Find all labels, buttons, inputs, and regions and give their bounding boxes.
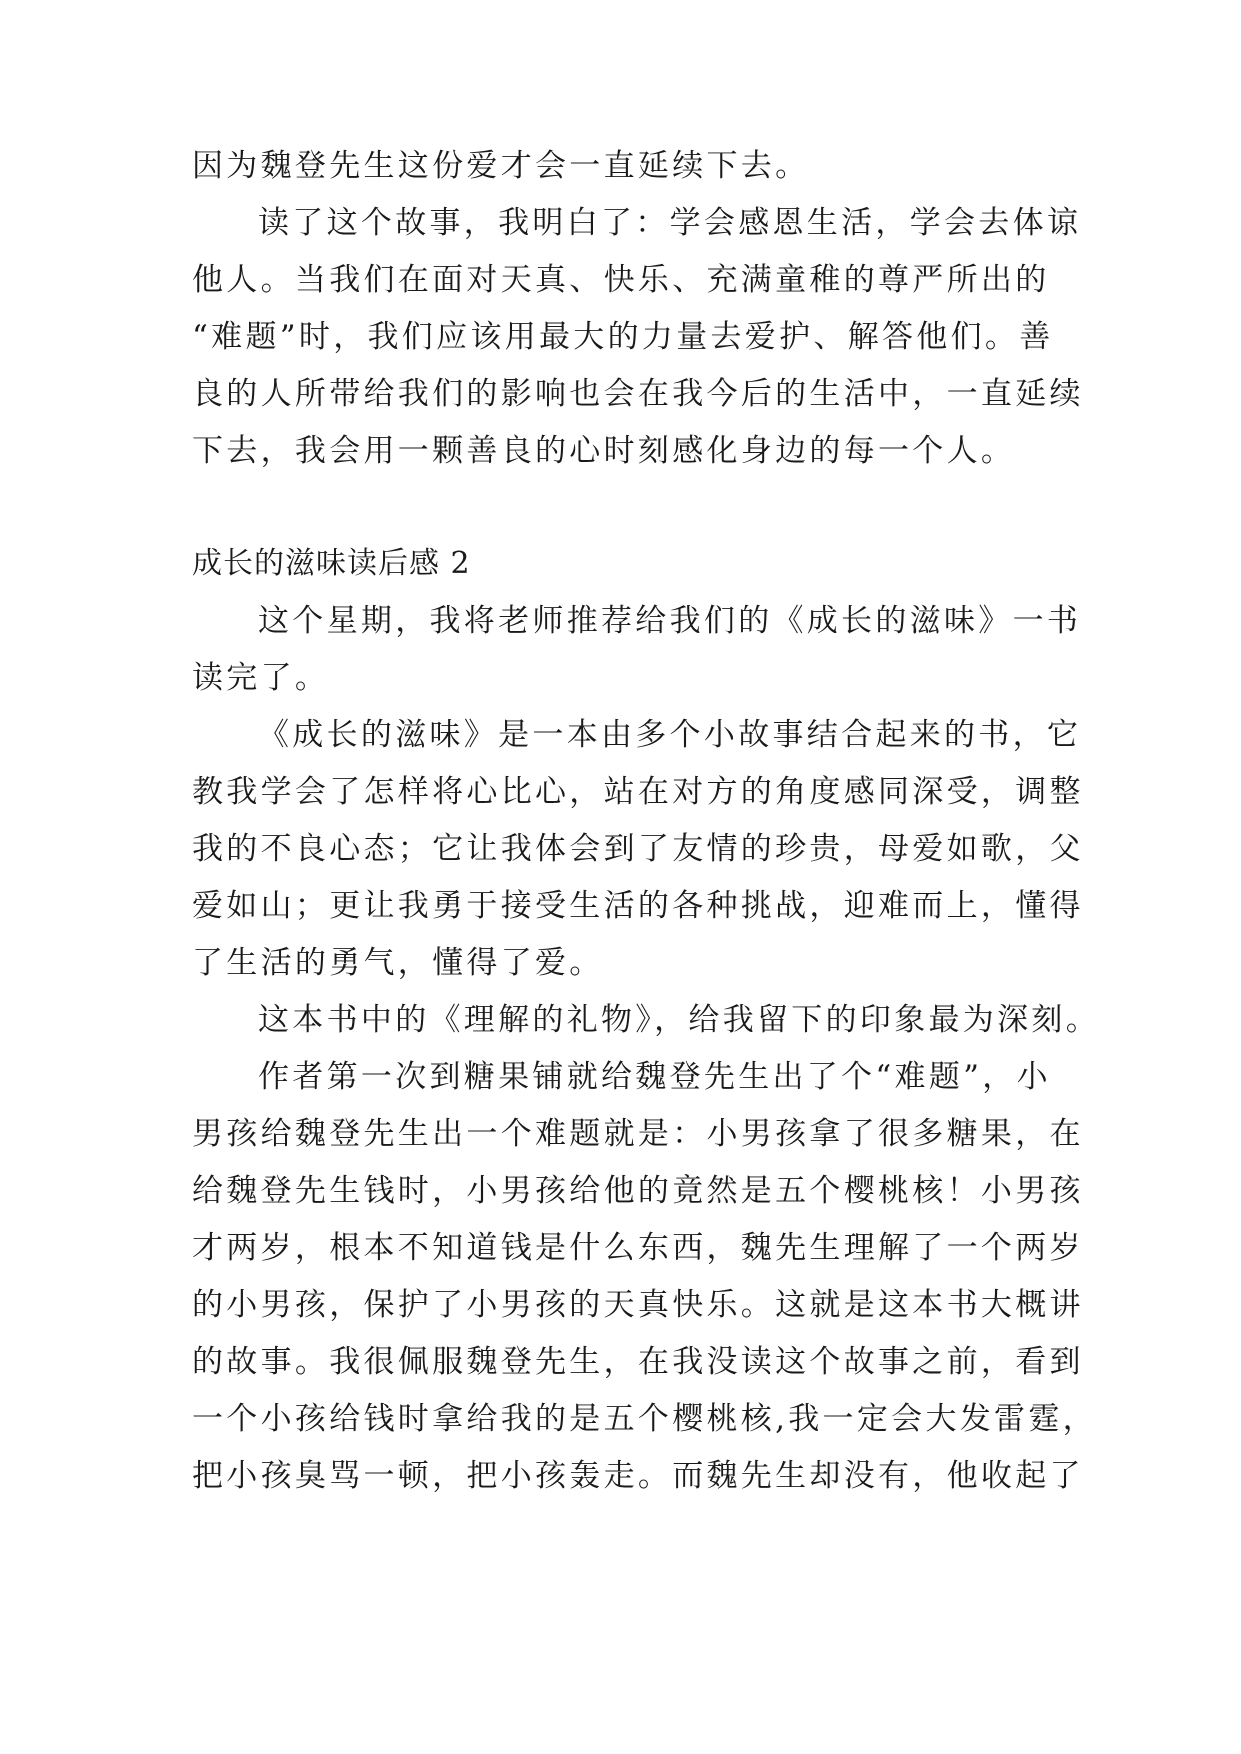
paragraph-line: 把小孩臭骂一顿，把小孩轰走。而魏先生却没有，他收起了 xyxy=(192,1458,1084,1494)
paragraph-line: 读完了。 xyxy=(192,660,330,696)
paragraph-line: 一个小孩给钱时拿给我的是五个樱桃核,我一定会大发雷霆， xyxy=(192,1401,1097,1437)
paragraph-line: 这个星期，我将老师推荐给我们的《成长的滋味》一书 xyxy=(258,603,1082,639)
paragraph-line: 了生活的勇气，懂得了爱。 xyxy=(192,945,604,981)
paragraph-line: 给魏登先生钱时，小男孩给他的竟然是五个樱桃核！小男孩 xyxy=(192,1173,1084,1209)
section-heading: 成长的滋味读后感 2 xyxy=(192,546,471,581)
paragraph-line: 下去，我会用一颗善良的心时刻感化身边的每一个人。 xyxy=(192,433,1016,469)
paragraph-line: 良的人所带给我们的影响也会在我今后的生活中，一直延续 xyxy=(192,376,1084,412)
paragraph-line: 才两岁，根本不知道钱是什么东西，魏先生理解了一个两岁 xyxy=(192,1230,1084,1266)
paragraph-line: 男孩给魏登先生出一个难题就是：小男孩拿了很多糖果，在 xyxy=(192,1116,1084,1152)
paragraph-line: 爱如山；更让我勇于接受生活的各种挑战，迎难而上，懂得 xyxy=(192,888,1084,924)
paragraph-line: 这本书中的《理解的礼物》，给我留下的印象最为深刻。 xyxy=(258,1002,1100,1038)
paragraph-line: 《成长的滋味》是一本由多个小故事结合起来的书，它 xyxy=(258,717,1082,753)
paragraph-line: 读了这个故事，我明白了：学会感恩生活，学会去体谅 xyxy=(258,205,1082,241)
paragraph-line: 作者第一次到糖果铺就给魏登先生出了个“难题”，小 xyxy=(258,1059,1051,1095)
paragraph-line: 因为魏登先生这份爱才会一直延续下去。 xyxy=(192,148,810,184)
paragraph-line: 的小男孩，保护了小男孩的天真快乐。这就是这本书大概讲 xyxy=(192,1287,1084,1323)
paragraph-line: 的故事。我很佩服魏登先生，在我没读这个故事之前，看到 xyxy=(192,1344,1084,1380)
paragraph-line: “难题”时，我们应该用最大的力量去爱护、解答他们。善 xyxy=(192,319,1054,355)
paragraph-line: 我的不良心态；它让我体会到了友情的珍贵，母爱如歌，父 xyxy=(192,831,1084,867)
paragraph-line: 教我学会了怎样将心比心，站在对方的角度感同深受，调整 xyxy=(192,774,1084,810)
paragraph-line: 他人。当我们在面对天真、快乐、充满童稚的尊严所出的 xyxy=(192,262,1050,298)
